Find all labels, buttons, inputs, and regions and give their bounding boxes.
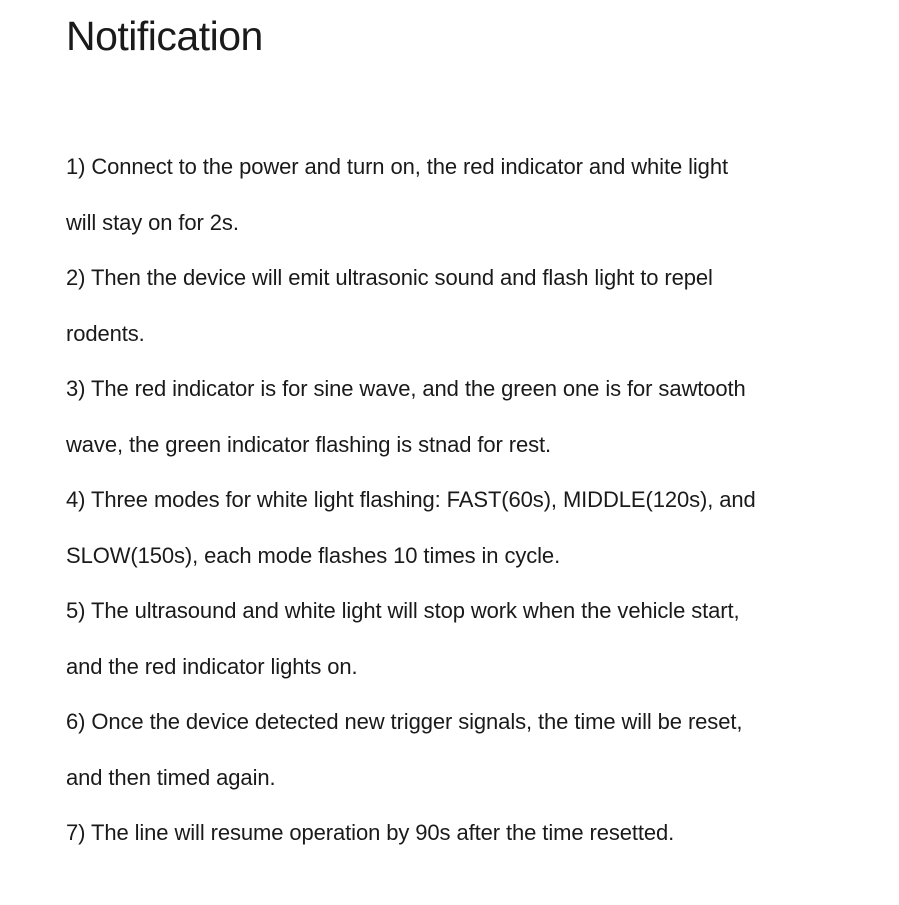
list-item-line: will stay on for 2s. [66,209,239,235]
list-item-line: 1) Connect to the power and turn on, the red indicator and white light [66,154,728,179]
list-item-line: SLOW(150s), each mode flashes 10 times in cycle. [66,542,561,568]
list-item-line: 7) The line will resume operation by 90s after the time resetted. [66,820,675,845]
list-item-line: 2) Then the device will emit ultrasonic sound and flash light to repel [66,265,713,290]
list-item-line: rodents. [66,320,145,346]
list-item-line: and the red indicator lights on. [66,653,358,679]
list-item-line: and then timed again. [66,764,276,790]
list-item-line: wave, the green indicator flashing is stnad for rest. [66,431,552,457]
list-item [66,805,866,861]
list-item [66,139,866,250]
list-item-line: 5) The ultrasound and white light will stop work when the vehicle start, [66,598,740,623]
list-item-line: 3) The red indicator is for sine wave, and the green one is for sawtooth [66,376,746,401]
list-item-line: 6) Once the device detected new trigger signals, the time will be reset, [66,709,743,734]
notification-list [66,139,866,861]
list-item [66,472,866,583]
list-item [66,250,866,361]
page-title: Notification [66,13,263,59]
list-item [66,694,866,805]
list-item [66,583,866,694]
list-item-line: 4) Three modes for white light flashing: FAST(60s), MIDDLE(120s), and [66,487,756,512]
list-item [66,361,866,472]
